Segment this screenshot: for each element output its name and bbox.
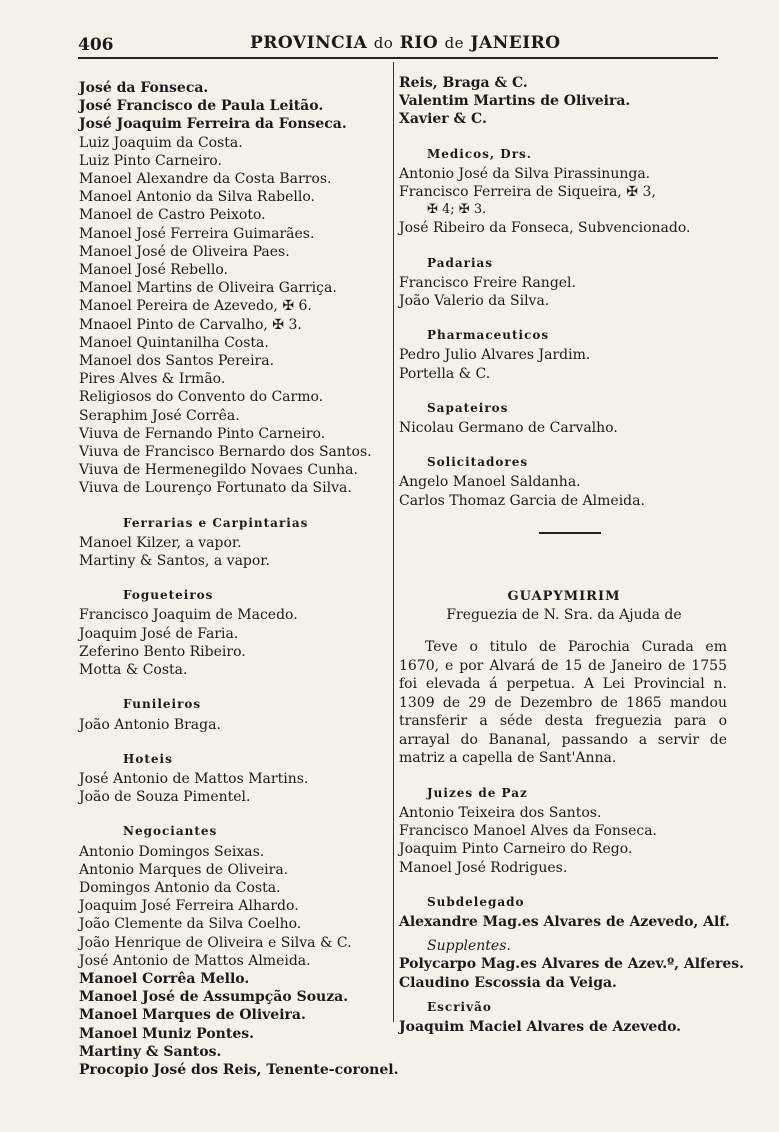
list-item: Joaquim José de Faria. [79, 625, 239, 642]
section-heading: Juizes de Paz [427, 785, 528, 800]
list-item: Carlos Thomaz Garcia de Almeida. [399, 492, 645, 509]
list-item: Antonio Domingos Seixas. [79, 843, 265, 860]
list-item: Joaquim José Ferreira Alhardo. [79, 898, 299, 915]
header-rule [78, 57, 718, 59]
list-item: Manoel José Ferreira Guimarães. [79, 225, 315, 242]
list-item: José Antonio de Mattos Almeida. [79, 952, 311, 969]
list-item: João Valerio da Silva. [399, 293, 550, 310]
list-item: Viuva de Francisco Bernardo dos Santos. [79, 444, 372, 461]
list-item: Joaquim Maciel Alvares de Azevedo. [399, 1019, 682, 1035]
list-item: Manoel Marques de Oliveira. [79, 1007, 306, 1024]
section-heading: Ferrarias e Carpintarias [123, 515, 309, 530]
list-item: José Antonio de Mattos Martins. [79, 770, 309, 787]
list-item: Procopio José dos Reis, Tenente-coronel. [79, 1061, 399, 1078]
list-item: Manoel Muniz Pontes. [79, 1025, 254, 1042]
list-item: Claudino Escossia da Veiga. [399, 974, 617, 991]
list-item: Viuva de Hermenegildo Novaes Cunha. [79, 462, 358, 479]
list-item: Martiny & Santos, a vapor. [79, 553, 270, 570]
list-item: Manoel Pereira de Azevedo, ✠ 6. [79, 298, 312, 315]
section-heading: Solicitadores [427, 455, 529, 470]
page-header [78, 33, 714, 57]
name-list [79, 79, 389, 134]
list-item: Domingos Antonio da Costa. [79, 879, 281, 896]
list-item: João Antonio Braga. [79, 716, 221, 733]
list-item: Pires Alves & Irmão. [79, 371, 226, 388]
list-item: Manoel José de Oliveira Paes. [79, 243, 290, 260]
list-item: Polycarpo Mag.es Alvares de Azev.º, Alferes. [399, 956, 745, 973]
section-heading: Supplentes. [427, 938, 511, 955]
running-title: PROVINCIA do RIO de JANEIRO [250, 33, 561, 53]
list-item: Viuva de Fernando Pinto Carneiro. [79, 425, 326, 442]
list-item: Nicolau Germano de Carvalho. [399, 420, 618, 437]
section-heading: Subdelegado [427, 894, 525, 909]
list-item: Manoel Quintanilha Costa. [79, 334, 269, 351]
list-item: José Joaquim Ferreira da Fonseca. [79, 116, 347, 133]
column-divider [393, 62, 394, 1022]
list-item: Antonio José da Silva Pirassinunga. [399, 165, 651, 182]
section-separator [539, 532, 601, 534]
list-item: Francisco Manoel Alves da Fonseca. [399, 823, 658, 840]
section-heading: Hoteis [123, 751, 173, 766]
list-item: Luiz Pinto Carneiro. [79, 152, 222, 169]
list-item: Xavier & C. [399, 111, 487, 128]
list-item: Motta & Costa. [79, 662, 188, 679]
list-item: Mnaoel Pinto de Carvalho, ✠ 3. [79, 316, 302, 333]
list-item: Manoel de Castro Peixoto. [79, 207, 266, 224]
parish-subtitle: Freguezia de N. Sra. da Ajuda de [446, 607, 682, 624]
section-heading: Funileiros [123, 697, 202, 712]
page-number: 406 [78, 35, 114, 55]
list-item: Manoel dos Santos Pereira. [79, 353, 275, 370]
list-item: José Ribeiro da Fonseca, Subvencionado. [399, 220, 691, 237]
list-item: Valentim Martins de Oliveira. [399, 93, 631, 110]
list-item: Alexandre Mag.es Alvares de Azevedo, Alf. [399, 913, 730, 930]
section-heading: Pharmaceuticos [427, 328, 550, 343]
list-item: João Henrique de Oliveira e Silva & C. [79, 934, 352, 951]
list-item: Manoel Alexandre da Costa Barros. [79, 171, 332, 188]
list-item: Manoel José de Assumpção Souza. [79, 989, 349, 1006]
list-item: Francisco Ferreira de Siqueira, ✠ 3, [399, 184, 656, 201]
right-column [399, 74, 745, 1036]
list-item: Antonio Marques de Oliveira. [79, 861, 289, 878]
list-item: Seraphim José Corrêa. [79, 407, 240, 424]
place-title: GUAPYMIRIM [507, 588, 621, 604]
list-item: Portella & C. [399, 365, 491, 382]
list-item: Reis, Braga & C. [399, 75, 528, 91]
list-item: José da Fonseca. [79, 80, 209, 96]
history-paragraph: Teve o titulo de Parochia Curada em 1670, e por Alvará de 15 de Janeiro de 1755 foi elevada á perpetua. A Lei Provincial n. 1309 de 29 de Dezembro de 1865 mandou transferir a séde desta freguezia para o arrayal do Bananal, passando a servir de matriz a capella de Sant'Anna. [399, 639, 727, 767]
list-item: Antonio Teixeira dos Santos. [399, 804, 602, 821]
list-item: Manoel Martins de Oliveira Garriça. [79, 280, 337, 297]
list-item: João Clemente da Silva Coelho. [79, 916, 302, 933]
left-column [79, 79, 399, 1079]
list-item: Religiosos do Convento do Carmo. [79, 389, 324, 406]
list-item: Manoel José Rodrigues. [399, 859, 568, 876]
list-item: Zeferino Bento Ribeiro. [79, 643, 246, 660]
list-item: Manoel Kilzer, a vapor. [79, 534, 242, 551]
list-item: Angelo Manoel Saldanha. [399, 474, 581, 491]
list-item: José Francisco de Paula Leitão. [79, 98, 324, 115]
section-heading: Negociantes [123, 824, 218, 839]
section-heading: Padarias [427, 255, 494, 270]
list-item: Joaquim Pinto Carneiro do Rego. [399, 841, 633, 858]
list-item: Pedro Julio Alvares Jardim. [399, 347, 591, 364]
list-item: Francisco Freire Rangel. [399, 274, 576, 291]
list-item: Luiz Joaquim da Costa. [79, 134, 243, 151]
section-heading: Medicos, Drs. [427, 146, 532, 161]
list-item: João de Souza Pimentel. [79, 789, 251, 806]
list-item: Francisco Joaquim de Macedo. [79, 607, 298, 624]
section-heading: Sapateiros [427, 400, 509, 415]
list-item: Manoel Corrêa Mello. [79, 970, 250, 987]
list-item: ✠ 4; ✠ 3. [427, 202, 487, 218]
name-list [79, 134, 389, 498]
section-heading: Fogueteiros [123, 588, 214, 603]
section-heading: Escrivão [427, 999, 492, 1014]
list-item: Viuva de Lourenço Fortunato da Silva. [79, 480, 352, 497]
list-item: Martiny & Santos. [79, 1043, 222, 1060]
list-item: Manoel José Rebello. [79, 262, 228, 279]
list-item: Manoel Antonio da Silva Rabello. [79, 189, 315, 206]
